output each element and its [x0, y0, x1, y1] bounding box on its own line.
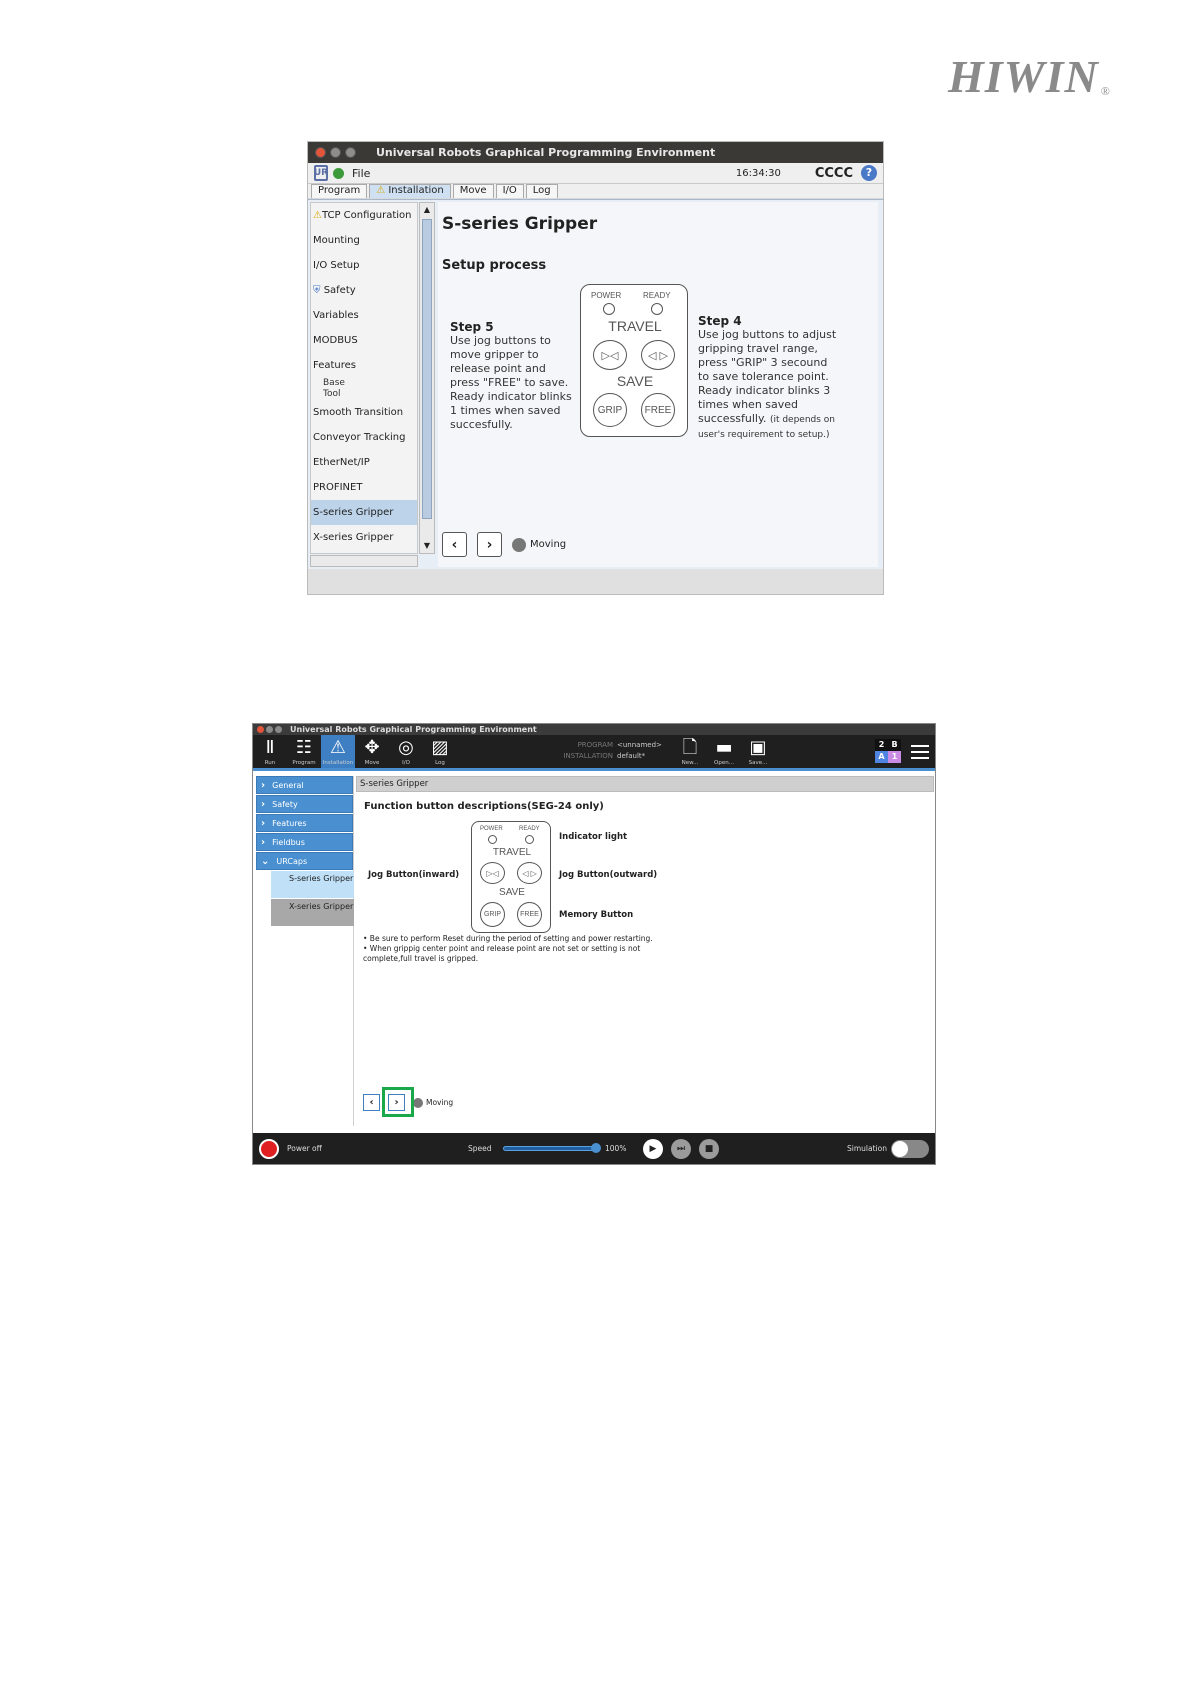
- status-indicator-icon: [512, 538, 526, 552]
- status-indicator-icon: [413, 1098, 423, 1108]
- maximize-window-button[interactable]: [345, 147, 356, 158]
- scroll-thumb[interactable]: [422, 219, 432, 519]
- highlight-box: [382, 1087, 414, 1117]
- main-tabs: [308, 184, 883, 198]
- travel-label: TRAVEL: [492, 847, 532, 858]
- previous-step-button[interactable]: ‹: [442, 532, 467, 557]
- note-reset: • Be sure to perform Reset during the period of setting and power restarting.: [363, 934, 653, 943]
- save-label: SAVE: [616, 373, 654, 389]
- tab-installation[interactable]: ⚠ Installation: [369, 184, 451, 198]
- sidebar-item-conveyor-tracking[interactable]: Conveyor Tracking: [313, 432, 406, 443]
- grip-button-icon: GRIP: [480, 902, 505, 927]
- warning-icon: ⚠: [313, 210, 322, 221]
- play-button-icon[interactable]: ▶: [643, 1139, 663, 1159]
- robot-name: CCCC: [814, 165, 853, 181]
- toolbar-move[interactable]: ✥ Move: [364, 737, 380, 766]
- minimize-window-button[interactable]: [330, 147, 341, 158]
- notes: [363, 934, 673, 964]
- power-button-icon[interactable]: [259, 1139, 279, 1159]
- simulation-toggle[interactable]: [891, 1140, 929, 1158]
- installation-icon: ⚠: [329, 737, 347, 758]
- window-titlebar: [253, 724, 935, 735]
- badge-b: B: [888, 739, 901, 751]
- installation-sidebar: [256, 776, 354, 1126]
- free-button-icon: FREE: [517, 902, 542, 927]
- io-icon: ◎: [398, 737, 414, 758]
- next-step-button[interactable]: ›: [388, 1094, 405, 1111]
- step5-title: Step 5: [450, 320, 494, 334]
- clock: 16:34:30: [735, 167, 781, 179]
- folder-icon: ▬: [715, 737, 733, 758]
- sidebar-subitem-base[interactable]: Base: [323, 378, 345, 388]
- top-toolbar: [253, 735, 935, 771]
- close-window-button[interactable]: [257, 726, 264, 733]
- scroll-down-icon[interactable]: ▼: [423, 541, 431, 550]
- memory-button-label: Memory Button: [559, 910, 634, 920]
- maximize-window-button[interactable]: [275, 726, 282, 733]
- new-file-icon: 🗋: [682, 737, 698, 758]
- bottom-bar: [253, 1133, 935, 1164]
- toolbar-program[interactable]: ☷ Program: [292, 737, 316, 766]
- program-name: <unnamed>: [617, 741, 662, 749]
- badge-1: 1: [888, 751, 901, 763]
- installation-name: default*: [617, 752, 646, 760]
- step-navigation: [442, 532, 566, 557]
- step5-instructions: [450, 320, 575, 432]
- new-button[interactable]: 🗋 New...: [681, 737, 699, 766]
- jog-inward-label: Jog Button(inward): [368, 870, 460, 880]
- window-footer: [308, 569, 883, 594]
- tab-move[interactable]: Move: [453, 184, 494, 198]
- sidebar-item-x-series-gripper[interactable]: X-series Gripper: [313, 532, 394, 543]
- gripper-content: [356, 776, 934, 1124]
- chevron-right-icon: ›: [261, 817, 266, 829]
- minimize-window-button[interactable]: [266, 726, 273, 733]
- sidebar-item-variables[interactable]: Variables: [313, 310, 359, 321]
- robot-status-icon: [333, 168, 344, 179]
- note-full-travel: • When grippig center point and release point are not set or setting is not complete,full travel is gripped.: [363, 944, 641, 963]
- badge-2: 2: [875, 739, 888, 751]
- power-label: POWER: [591, 291, 622, 300]
- chevron-right-icon: ›: [261, 836, 266, 848]
- jog-outward-label: Jog Button(outward): [559, 870, 658, 880]
- chevron-right-icon: ›: [261, 798, 266, 810]
- sidebar-horizontal-scrollbar[interactable]: [310, 555, 418, 567]
- status-text: Moving: [530, 539, 567, 550]
- program-label: PROGRAM: [577, 741, 613, 749]
- log-icon: ▨: [431, 737, 449, 758]
- chevron-down-icon: ⌄: [261, 855, 270, 867]
- sidebar-item-features[interactable]: Features: [313, 360, 356, 371]
- jog-inward-button-icon: ▷◁: [480, 862, 505, 884]
- toolbar-log[interactable]: ▨ Log: [431, 737, 449, 766]
- file-menu[interactable]: File: [352, 166, 371, 180]
- step4-note: (it depends on user's requirement to setup.): [698, 415, 836, 440]
- step4-instructions: [698, 314, 838, 442]
- jog-outward-button-icon: ◁ ▷: [641, 340, 675, 370]
- warning-icon: ⚠: [376, 185, 386, 196]
- installation-sidebar: [310, 202, 418, 554]
- section-title: Setup process: [442, 258, 547, 273]
- tab-program[interactable]: Program: [311, 184, 367, 198]
- scroll-up-icon[interactable]: ▲: [423, 205, 431, 214]
- sidebar-subitem-tool[interactable]: Tool: [323, 389, 341, 399]
- step-button-icon[interactable]: ⏭: [671, 1139, 691, 1159]
- sidebar-item-io-setup[interactable]: I/O Setup: [313, 260, 360, 271]
- badge-a: A: [875, 751, 888, 763]
- sidebar-item-s-series-gripper[interactable]: S-series Gripper: [271, 871, 354, 898]
- close-window-button[interactable]: [315, 147, 326, 158]
- toolbar-run[interactable]: Ⅱ Run: [264, 737, 276, 766]
- shield-icon: ⛨: [313, 285, 321, 296]
- sidebar-vertical-scrollbar[interactable]: [419, 202, 435, 554]
- page-title: S-series Gripper: [442, 214, 598, 234]
- status-text: Moving: [426, 1098, 454, 1107]
- power-status[interactable]: Power off: [287, 1144, 322, 1153]
- simulation-label: Simulation: [847, 1144, 887, 1153]
- window-titlebar: [308, 142, 883, 163]
- help-icon[interactable]: ?: [861, 165, 877, 181]
- speed-value: 100%: [605, 1144, 627, 1153]
- ur-logo-icon: UR: [314, 165, 328, 181]
- hamburger-menu-icon[interactable]: [911, 745, 929, 759]
- sidebar-item-smooth-transition[interactable]: Smooth Transition: [313, 407, 404, 418]
- power-led-icon: [488, 835, 497, 844]
- sidebar-item-ethernet-ip[interactable]: EtherNet/IP: [313, 457, 370, 468]
- ur-logo-icon: Ⅱ: [265, 737, 275, 758]
- category-general[interactable]: › General: [256, 776, 353, 794]
- travel-label: TRAVEL: [608, 318, 662, 334]
- toolbar-installation[interactable]: ⚠ Installation: [322, 737, 354, 766]
- content-header: S-series Gripper: [356, 776, 934, 792]
- move-icon: ✥: [364, 737, 380, 758]
- power-led-icon: [603, 303, 615, 315]
- sidebar-item-tcp[interactable]: ⚠TCP Configuration: [313, 210, 412, 221]
- legacy-polyscope-window: [307, 141, 884, 595]
- category-safety[interactable]: › Safety: [256, 795, 353, 813]
- sidebar-item-modbus[interactable]: MODBUS: [313, 335, 358, 346]
- speed-slider-handle[interactable]: [591, 1143, 601, 1153]
- ready-label: READY: [519, 826, 540, 832]
- step-navigation: [363, 1094, 453, 1111]
- ready-label: READY: [643, 291, 671, 300]
- previous-step-button[interactable]: ‹: [363, 1094, 380, 1111]
- polyscope5-window: [252, 723, 936, 1165]
- toolbar-io[interactable]: ◎ I/O: [398, 737, 414, 766]
- indicator-light-label: Indicator light: [559, 832, 628, 842]
- save-button[interactable]: ▣ Save...: [748, 737, 768, 766]
- stop-button-icon[interactable]: ■: [699, 1139, 719, 1159]
- step5-text: Use jog buttons to move gripper to release point and press "FREE" to save. Ready indicator blinks 1 times when saved succesfully.: [450, 334, 572, 431]
- sidebar-item-safety[interactable]: ⛨ Safety: [313, 285, 356, 296]
- speed-label: Speed: [468, 1144, 492, 1153]
- gripper-keypad-diagram: [580, 284, 688, 437]
- step4-title: Step 4: [698, 314, 742, 328]
- menu-bar: [308, 163, 883, 184]
- grip-button-icon: GRIP: [593, 393, 627, 427]
- jog-outward-button-icon: ◁ ▷: [517, 862, 542, 884]
- tab-log[interactable]: Log: [526, 184, 558, 198]
- sidebar-item-s-series-gripper[interactable]: S-series Gripper: [311, 500, 417, 525]
- mode-badges[interactable]: [875, 739, 901, 763]
- installation-panel: [308, 199, 883, 569]
- gripper-setup-content: [438, 202, 878, 567]
- window-title: Universal Robots Graphical Programming Environment: [290, 725, 537, 734]
- category-urcaps[interactable]: ⌄ URCaps: [256, 852, 353, 870]
- open-button[interactable]: ▬ Open...: [714, 737, 734, 766]
- category-fieldbus[interactable]: › Fieldbus: [256, 833, 353, 851]
- ready-led-icon: [651, 303, 663, 315]
- jog-inward-button-icon: ▷◁: [593, 340, 627, 370]
- sidebar-item-x-series-gripper[interactable]: X-series Gripper: [271, 899, 354, 926]
- next-step-button[interactable]: ›: [477, 532, 502, 557]
- program-info: [555, 740, 662, 762]
- save-icon: ▣: [749, 737, 767, 758]
- sidebar-item-mounting[interactable]: Mounting: [313, 235, 360, 246]
- sidebar-item-profinet[interactable]: PROFINET: [313, 482, 363, 493]
- step4-text: Use jog buttons to adjust gripping travel range, press "GRIP" 3 secound to save tolerance point. Ready indicator blinks 3 times when saved successfully.: [698, 328, 837, 425]
- file-buttons: [673, 737, 775, 768]
- program-tree-icon: ☷: [295, 737, 313, 758]
- installation-label: INSTALLATION: [563, 752, 613, 760]
- tab-io[interactable]: I/O: [496, 184, 524, 198]
- hiwin-logo: HIWIN ®: [948, 51, 1111, 102]
- window-title: Universal Robots Graphical Programming Environment: [376, 146, 716, 159]
- power-label: POWER: [480, 826, 503, 832]
- speed-slider[interactable]: [503, 1146, 596, 1151]
- ready-led-icon: [525, 835, 534, 844]
- category-features[interactable]: › Features: [256, 814, 353, 832]
- save-label: SAVE: [499, 887, 525, 898]
- free-button-icon: FREE: [641, 393, 675, 427]
- section-title: Function button descriptions(SEG-24 only): [364, 801, 604, 812]
- chevron-right-icon: ›: [261, 779, 266, 791]
- gripper-keypad-diagram: [471, 821, 551, 933]
